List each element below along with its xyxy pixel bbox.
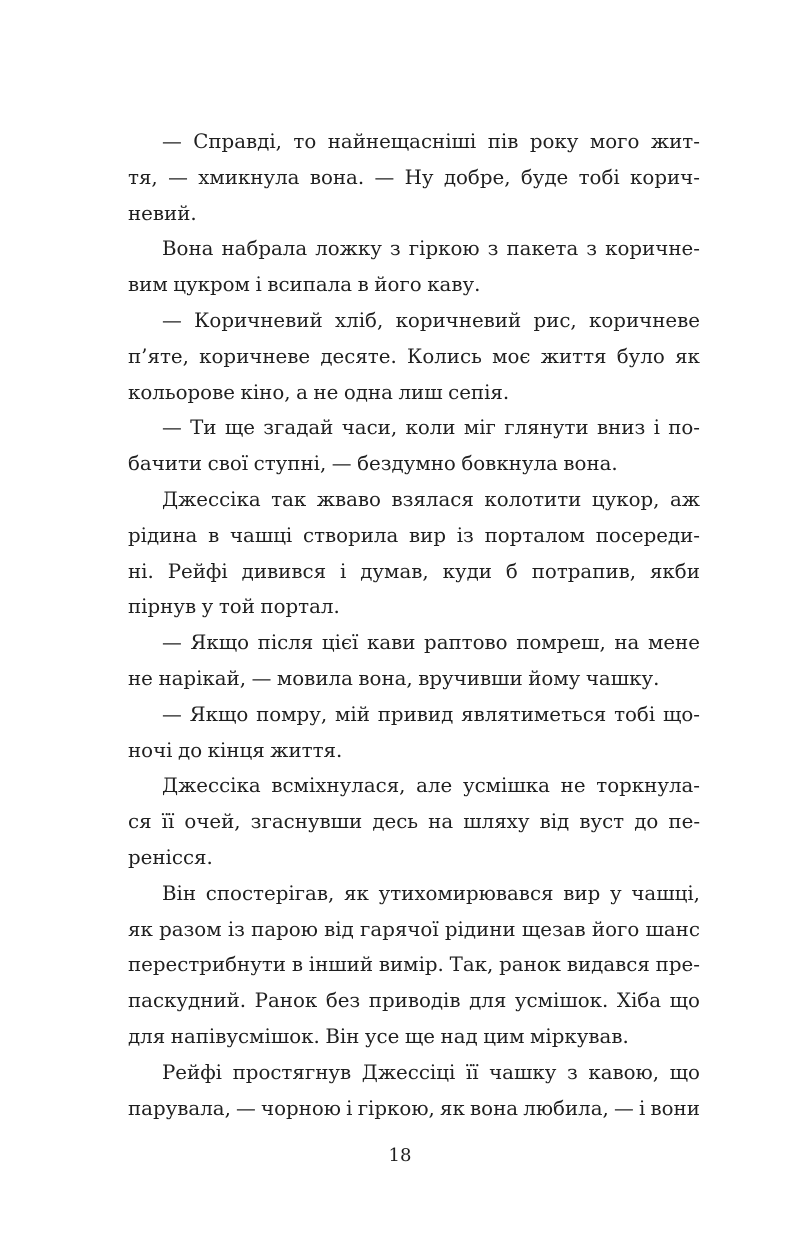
text-line: рідина в чашці створила вир із порталом посереди- [128,523,700,547]
text-line: невий. [128,201,197,225]
text-line: кольорове кіно, а не одна лиш сепія. [128,380,510,404]
text-line: Джессіка так жваво взялася колотити цукор, аж [162,487,700,511]
paragraph [128,410,700,482]
text-line: п’яте, коричневе десяте. Колись моє життя було як [128,344,700,368]
text-line: Вона набрала ложку з гіркою з пакета з коричне- [162,237,700,261]
text-line: не нарікай, — мовила вона, вручивши йому чашку. [128,666,660,690]
text-line: перестрибнути в інший вимір. Так, ранок видався пре- [128,953,700,977]
text-line: ні. Рейфі дивився і думав, куди б потрапив, якби [128,559,700,583]
text-line: бачити свої ступні, — бездумно бовкнула вона. [128,452,618,476]
page-text [128,124,700,1126]
text-line: парувала, — чорною і гіркою, як вона любила, — і вони [128,1096,700,1120]
text-line: Рейфі простягнув Джессіці її чашку з кавою, що [162,1060,700,1084]
text-line: Джессіка всміхнулася, але усмішка не торкнула- [162,774,700,798]
paragraph [128,482,700,625]
paragraph [128,231,700,303]
paragraph [128,303,700,410]
text-line: — Коричневий хліб, коричневий рис, коричневе [162,308,700,332]
paragraph [128,1055,700,1127]
paragraph [128,697,700,769]
text-line: тя, — хмикнула вона. — Ну добре, буде тобі корич- [128,165,700,189]
text-line: — Ти ще згадай часи, коли міг глянути вниз і по- [162,416,700,440]
text-line: як разом із парою від гарячої рідини щезав його шанс [128,917,700,941]
paragraph [128,768,700,875]
text-line: — Справді, то найнещасніші пів року мого жит- [162,130,700,153]
text-line: вим цукром і всипала в його каву. [128,273,481,297]
text-line: ночі до кінця життя. [128,738,343,762]
text-line: Він спостерігав, як утихомирювався вир у чашці, [162,881,700,905]
text-line: ренісся. [128,845,213,869]
text-line: для напівусмішок. Він усе ще над цим міркував. [128,1024,629,1048]
text-line: — Якщо помру, мій привид являтиметься тобі що- [162,702,700,726]
paragraph [128,876,700,1055]
paragraph [128,625,700,697]
text-line: пірнув у той портал. [128,595,340,619]
text-line: — Якщо після цієї кави раптово помреш, на мене [162,631,700,655]
paragraph [128,124,700,231]
text-line: ся її очей, згаснувши десь на шляху від вуст до пе- [128,810,700,834]
text-line: паскудний. Ранок без приводів для усмішок. Хіба що [128,989,700,1013]
page-number: 18 [388,1145,412,1166]
